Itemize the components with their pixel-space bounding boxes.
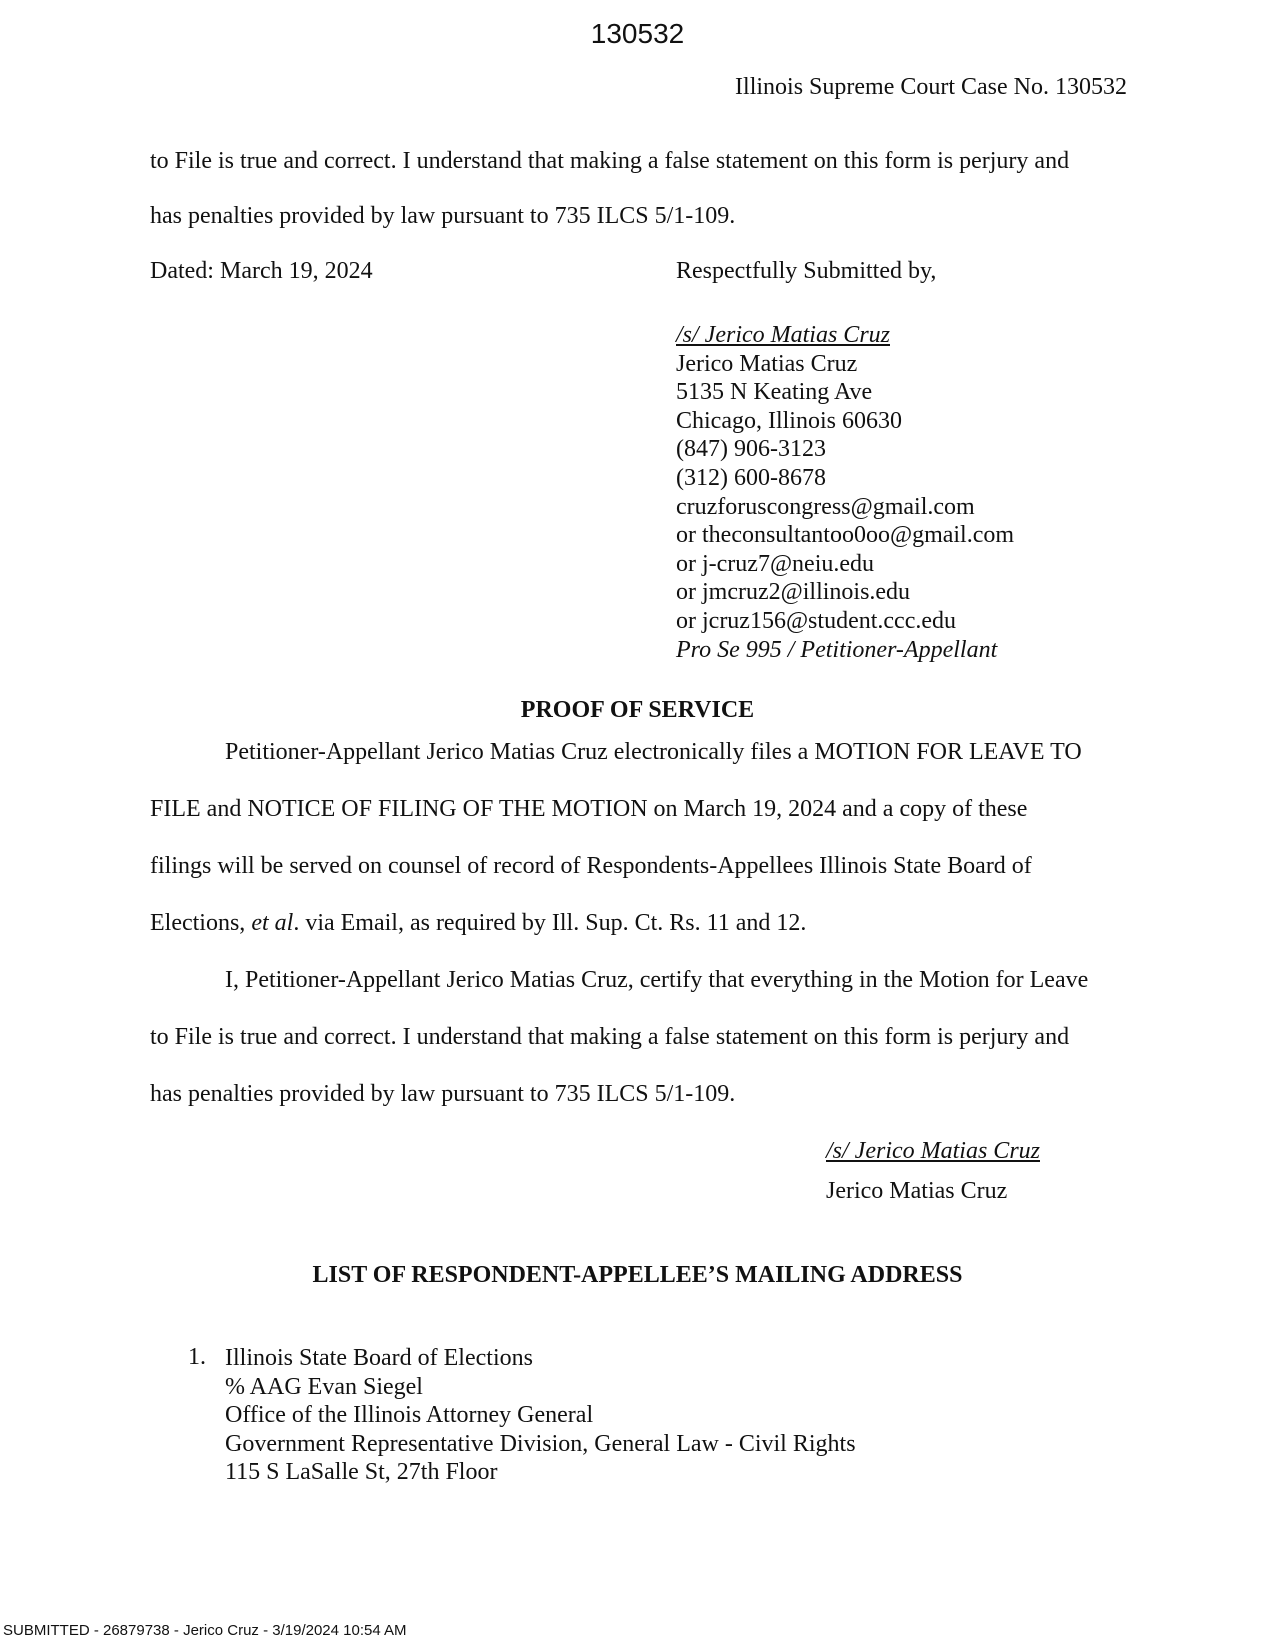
address-line: % AAG Evan Siegel (225, 1373, 423, 1400)
street-address: 5135 N Keating Ave (676, 379, 873, 406)
submitted-by: Respectfully Submitted by, (676, 258, 937, 284)
et-al-italic: et al (251, 910, 294, 936)
body-line: to File is true and correct. I understand that making a false statement on this form is perjury and (150, 1024, 1070, 1050)
electronic-signature: /s/ Jerico Matias Cruz (676, 322, 890, 348)
page-number-header: 130532 (590, 18, 685, 49)
email-address: or theconsultantoo0oo@gmail.com (676, 522, 1015, 549)
address-line: Illinois State Board of Elections (225, 1345, 533, 1371)
signature-block (676, 321, 1014, 664)
body-line: FILE and NOTICE OF FILING OF THE MOTION on March 19, 2024 and a copy of these (150, 796, 1028, 822)
case-number: Illinois Supreme Court Case No. 130532 (735, 74, 1127, 100)
address-line: Government Representative Division, General Law - Civil Rights (225, 1430, 856, 1457)
signer-role: Pro Se 995 / Petitioner-Appellant (676, 636, 998, 663)
body-line: has penalties provided by law pursuant to 735 ILCS 5/1-109. (150, 1081, 736, 1107)
email-address: or j-cruz7@neiu.edu (676, 550, 875, 577)
text-run: Elections, (150, 910, 252, 936)
body-line: Petitioner-Appellant Jerico Matias Cruz electronically files a MOTION FOR LEAVE TO (225, 739, 1082, 765)
text-run: . via Email, as required by Ill. Sup. Ct. Rs. 11 and 12. (293, 910, 807, 936)
phone-number: (312) 600-8678 (676, 464, 826, 491)
signer-name: Jerico Matias Cruz (676, 350, 858, 377)
list-number: 1. (188, 1344, 206, 1370)
proof-signature: /s/ Jerico Matias Cruz (826, 1138, 1040, 1164)
submission-stamp: SUBMITTED - 26879738 - Jerico Cruz - 3/19/2024 10:54 AM (3, 1622, 407, 1639)
proof-signer-name: Jerico Matias Cruz (826, 1178, 1008, 1204)
body-line (150, 910, 806, 937)
dated-line: Dated: March 19, 2024 (150, 258, 373, 284)
mailing-list-heading: LIST OF RESPONDENT-APPELLEE’S MAILING ADDRESS (312, 1262, 963, 1288)
body-line: has penalties provided by law pursuant to 735 ILCS 5/1-109. (150, 203, 736, 229)
city-state-zip: Chicago, Illinois 60630 (676, 407, 902, 434)
body-line: filings will be served on counsel of record of Respondents-Appellees Illinois State Board of (150, 853, 1032, 879)
body-line: to File is true and correct. I understand that making a false statement on this form is perjury and (150, 148, 1070, 174)
address-line: Office of the Illinois Attorney General (225, 1402, 594, 1429)
proof-of-service-heading: PROOF OF SERVICE (520, 697, 755, 723)
mailing-address (225, 1344, 856, 1487)
body-line: I, Petitioner-Appellant Jerico Matias Cruz, certify that everything in the Motion for Leave (225, 967, 1089, 993)
address-line: 115 S LaSalle St, 27th Floor (225, 1459, 498, 1486)
email-address: or jcruz156@student.ccc.edu (676, 607, 956, 634)
email-address: cruzforuscongress@gmail.com (676, 493, 975, 520)
phone-number: (847) 906-3123 (676, 436, 826, 463)
email-address: or jmcruz2@illinois.edu (676, 579, 911, 606)
